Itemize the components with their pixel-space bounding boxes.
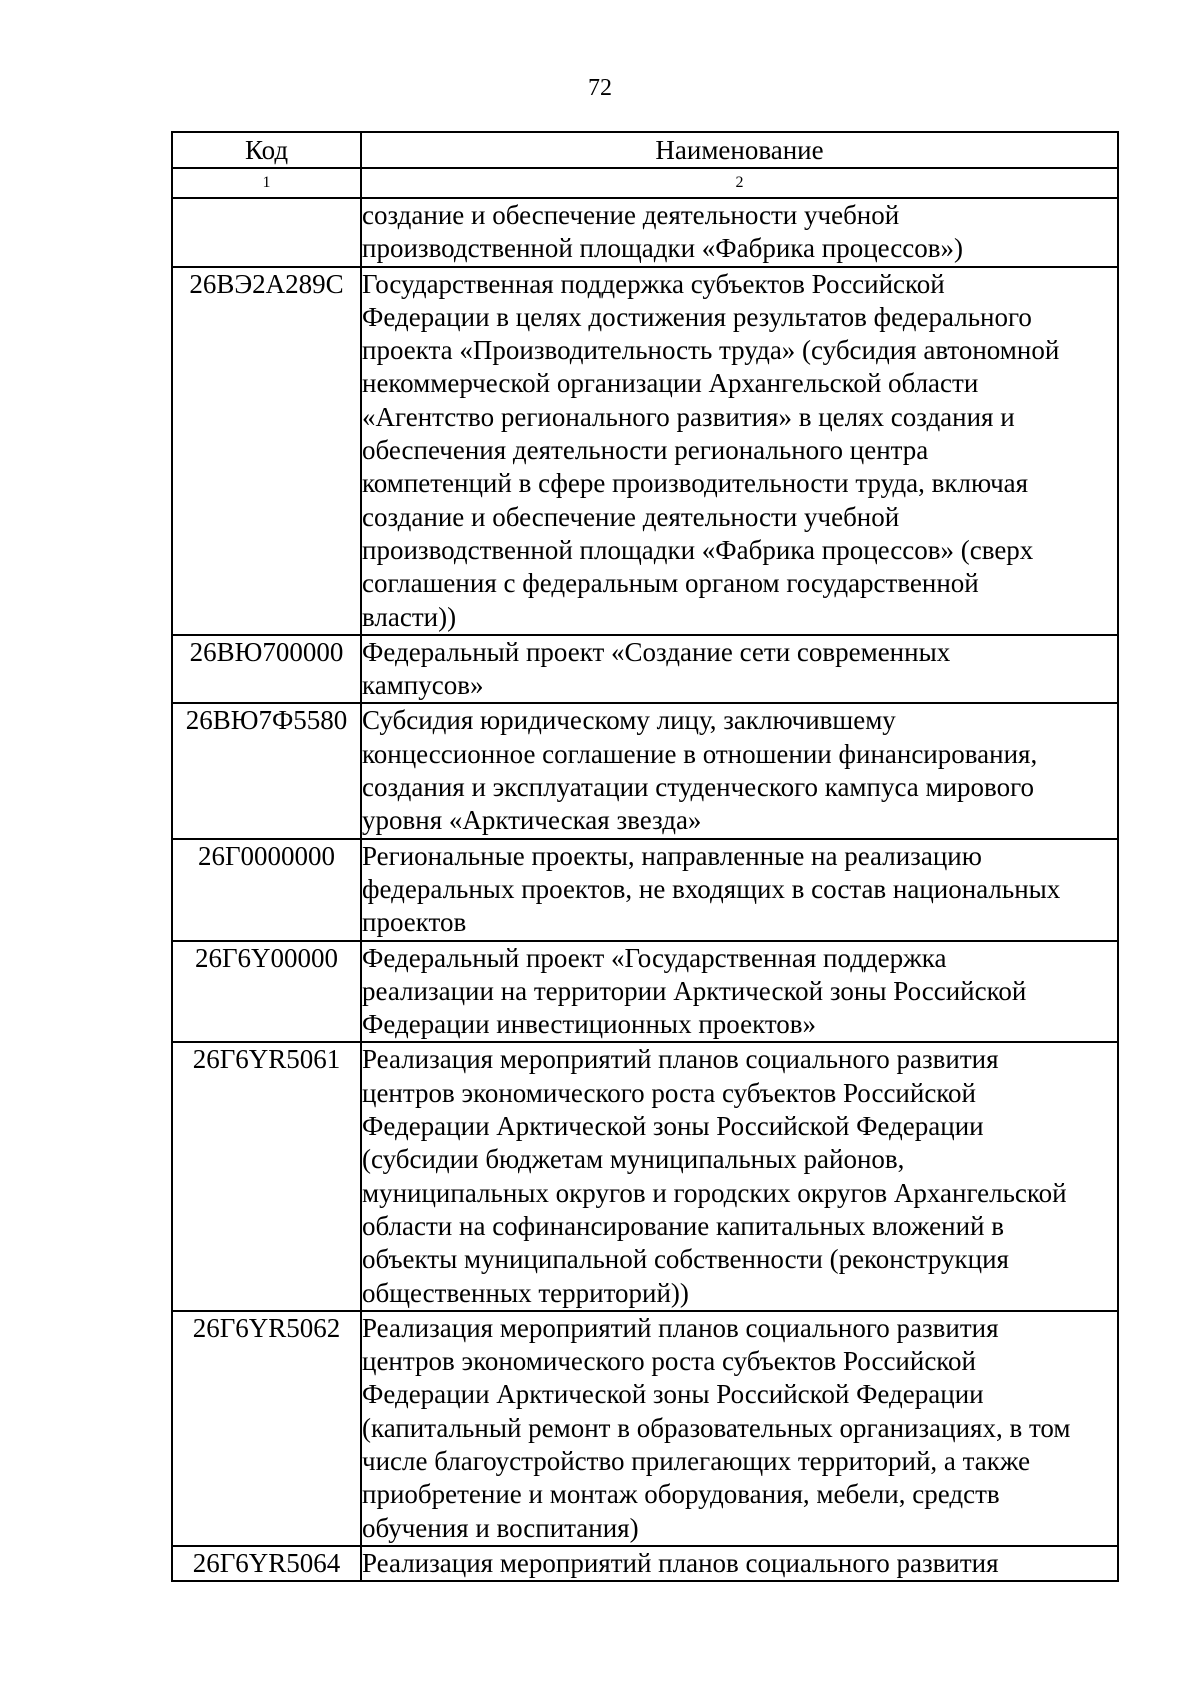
budget-classification-table [171,131,1119,1582]
column-number-1: 1 [172,168,361,198]
name-line: Государственная поддержка субъектов Российской [362,268,945,299]
name-line: создание и обеспечение деятельности учебной [362,200,900,230]
name-line: Федеральный проект «Государственная поддержка [362,942,947,973]
row-name [361,198,1118,267]
name-line: производственной площадки «Фабрика процессов» (сверх [362,534,1034,565]
row-code: 26Г6YR5061 [172,1042,361,1310]
row-code: 26Г6Y00000 [172,941,361,1043]
name-line: компетенций в сфере производительности труда, включая [362,468,1029,499]
name-line: обучения и воспитания) [362,1512,639,1543]
row-code: 26ВЮ7Ф5580 [172,703,361,838]
table-row [172,635,1118,704]
name-line: области на софинансирование капитальных вложений в [362,1210,1004,1241]
row-code: 26ВЭ2А289С [172,267,361,635]
name-line: Реализация мероприятий планов социального развития [362,1044,999,1075]
row-code: 26Г6YR5064 [172,1546,361,1581]
page-number: 72 [588,75,612,101]
row-name [361,267,1118,635]
name-line: центров экономического роста субъектов Российской [362,1346,976,1377]
row-name [361,703,1118,838]
name-line: общественных территорий)) [362,1277,689,1308]
name-line: реализации на территории Арктической зоны Российской [362,975,1027,1006]
table-row [172,703,1118,838]
name-line: некоммерческой организации Архангельской области [362,368,979,399]
name-line: Реализация мероприятий планов социального развития [362,1312,999,1343]
name-line: обеспечения деятельности регионального центра [362,435,929,466]
name-line: проектов [362,907,467,938]
name-line: муниципальных округов и городских округов Архангельской [362,1177,1067,1208]
name-line: проекта «Производительность труда» (субсидия автономной [362,335,1060,366]
name-line: создания и эксплуатации студенческого кампуса мирового [362,772,1035,803]
name-line: Федерации Арктической зоны Российской Федерации [362,1379,984,1410]
name-line: «Агентство регионального развития» в целях создания и [362,401,1015,432]
row-name [361,941,1118,1043]
name-line: Федеральный проект «Создание сети современных [362,636,951,667]
row-name [361,1042,1118,1310]
name-line: производственной площадки «Фабрика процессов») [362,233,964,264]
row-code: 26Г6YR5062 [172,1311,361,1546]
name-line: Региональные проекты, направленные на реализацию [362,840,982,871]
row-name [361,1546,1118,1581]
name-line: центров экономического роста субъектов Российской [362,1077,976,1108]
table-row [172,1042,1118,1310]
row-code [172,198,361,267]
header-name: Наименование [361,132,1118,168]
name-line: Субсидия юридическому лицу, заключившему [362,705,896,736]
name-line: (субсидии бюджетам муниципальных районов, [362,1144,905,1175]
name-line: числе благоустройство прилегающих территорий, а также [362,1445,1031,1476]
name-line: кампусов» [362,670,484,701]
table-row [172,1311,1118,1546]
name-line: Федерации в целях достижения результатов федерального [362,301,1032,332]
row-name [361,635,1118,704]
column-number-row [172,168,1118,198]
table-row [172,198,1118,267]
header-row [172,132,1118,168]
name-line: власти)) [362,601,457,632]
row-code: 26ВЮ700000 [172,635,361,704]
name-line: Реализация мероприятий планов социального развития [362,1547,999,1578]
name-line: федеральных проектов, не входящих в состав национальных [362,873,1061,904]
row-name [361,839,1118,941]
name-line: уровня «Арктическая звезда» [362,805,702,836]
row-name [361,1311,1118,1546]
header-code: Код [172,132,361,168]
name-line: соглашения с федеральным органом государственной [362,568,979,599]
name-line: Федерации инвестиционных проектов» [362,1009,817,1040]
table-row [172,839,1118,941]
table-row [172,267,1118,635]
table-row [172,1546,1118,1581]
name-line: приобретение и монтаж оборудования, мебели, средств [362,1479,1000,1510]
row-code: 26Г0000000 [172,839,361,941]
name-line: (капитальный ремонт в образовательных организациях, в том [362,1412,1071,1443]
name-line: объекты муниципальной собственности (реконструкция [362,1244,1009,1275]
column-number-2: 2 [361,168,1118,198]
name-line: создание и обеспечение деятельности учебной [362,501,900,532]
name-line: Федерации Арктической зоны Российской Федерации [362,1111,984,1142]
name-line: концессионное соглашение в отношении финансирования, [362,738,1038,769]
table-row [172,941,1118,1043]
